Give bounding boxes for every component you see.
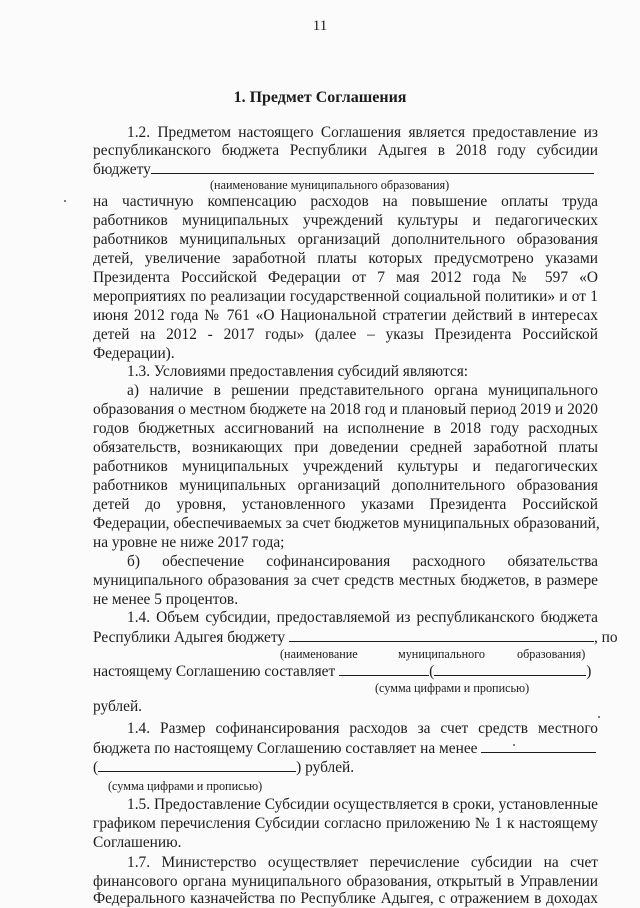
p1-2-line-6: работников муниципальных организаций дополнительного образования — [93, 231, 598, 248]
p1-3-a-line-5: работников муниципальных учреждений культуры и педагогических — [93, 458, 598, 475]
p1-2-line-3-text: бюджету — [93, 161, 151, 178]
p1-4b-line-3-end: ) рублей. — [296, 759, 355, 776]
p1-4a-paren-close: ) — [586, 663, 592, 680]
p1-2-line-5: работников муниципальных учреждений культуры и педагогических — [93, 212, 598, 229]
p1-4b-caption: (сумма цифрами и прописью) — [108, 779, 263, 793]
section-heading: 1. Предмет Соглашения — [233, 89, 407, 106]
p1-2-line-8: Президента Российской Федерации от 7 мая 2012 года № 597 «О — [93, 269, 598, 286]
p1-4a-caption-1b: муниципального — [398, 647, 485, 661]
p1-3-line-1: 1.3. Условиями предоставления субсидий являются: — [127, 363, 469, 380]
p1-4b-line-3 — [93, 757, 354, 777]
p1-2-line-12: Федерации). — [93, 345, 175, 362]
p1-4a-paren-open: ( — [429, 663, 435, 680]
p1-2-caption: (наименование муниципального образования) — [210, 178, 450, 192]
p1-7-line-1: 1.7. Министерство осуществляет перечисление субсидии на счет — [127, 854, 598, 871]
p1-4a-line-4: рублей. — [93, 698, 143, 715]
p1-4a-line-2-text: Республики Адыгея бюджету — [93, 629, 286, 646]
p1-3-a-line-3: годов бюджетных ассигнований на исполнение в 2018 году расходных — [93, 420, 598, 437]
p1-2-line-1: 1.2. Предметом настоящего Соглашения является предоставление из — [127, 124, 598, 141]
cofinancing-words-blank — [98, 757, 296, 772]
p1-4b-line-1: 1.4. Размер софинансирования расходов за счет средств местного — [127, 720, 598, 737]
p1-5-line-3: Соглашению. — [93, 834, 182, 851]
p1-4b-paren-open: ( — [93, 759, 99, 776]
p1-3-a-line-8: Федерации, обеспечиваемых за счет бюджетов муниципальных образований, — [93, 515, 600, 532]
p1-4b-line-2 — [93, 738, 596, 758]
p1-3-b-line-1: б) обеспечение софинансирования расходного обязательства — [127, 553, 598, 570]
page-number: 11 — [312, 18, 328, 34]
p1-7-line-2: финансового органа муниципального образования, открытый в Управлении — [93, 873, 598, 890]
p1-3-a-line-2: образования о местном бюджете на 2018 год и плановый период 2019 и 2020 — [93, 401, 598, 418]
p1-3-a-line-9: на уровне не ниже 2017 года; — [93, 534, 285, 551]
scan-speck — [598, 716, 600, 718]
cofinancing-blank — [481, 738, 596, 753]
municipality-name-blank-2 — [289, 627, 594, 642]
p1-4a-line-3 — [93, 661, 591, 681]
p1-4a-line-3-text: настоящему Соглашению составляет — [93, 663, 336, 680]
p1-4a-caption-2: (сумма цифрами и прописью) — [375, 681, 530, 695]
p1-4a-line-2 — [93, 627, 618, 647]
p1-7-line-3: Федерального казначейства по Республике Адыгея, с отражением в доходах — [93, 890, 598, 907]
p1-2-line-11: детей на 2012 - 2017 годы» (далее – указы Президента Российской — [93, 326, 598, 343]
scan-speck — [513, 744, 515, 746]
p1-2-line-4: на частичную компенсацию расходов на повышение оплаты труда — [93, 193, 598, 210]
p1-3-a-line-6: работников муниципальных организаций дополнительного образования — [93, 477, 598, 494]
municipality-name-blank — [151, 159, 594, 174]
p1-4b-line-2-text: бюджета по настоящему Соглашению составляет на менее — [93, 740, 478, 757]
p1-3-b-line-3: не менее 5 процентов. — [93, 591, 239, 608]
p1-2-line-9: мероприятиях по реализации государственной социальной политики» и от 1 — [93, 288, 598, 305]
scan-speck — [64, 200, 66, 202]
p1-2-line-7: детей, увеличение заработной платы которых предусмотрено указами — [93, 250, 598, 267]
amount-digits-blank — [339, 661, 429, 676]
p1-5-line-1: 1.5. Предоставление Субсидии осуществляется в сроки, установленные — [127, 796, 598, 813]
p1-2-line-3 — [93, 159, 594, 179]
p1-3-a-line-1: а) наличие в решении представительного органа муниципального — [127, 382, 598, 399]
p1-3-a-line-4: обязательств, возникающих при доведении средней заработной платы — [93, 439, 598, 456]
p1-3-b-line-2: муниципального образования за счет средств местных бюджетов, в размере — [93, 572, 598, 589]
p1-5-line-2: графиком перечисления Субсидии согласно приложению № 1 к настоящему — [93, 815, 598, 832]
p1-2-line-10: июня 2012 года № 761 «О Национальной стратегии действий в интересах — [93, 307, 598, 324]
p1-4a-line-2-end: , по — [593, 629, 618, 646]
p1-4a-line-1: 1.4. Объем субсидии, предоставляемой из республиканского бюджета — [127, 609, 598, 626]
p1-4a-caption-1a: (наименование — [280, 647, 358, 661]
amount-words-blank — [434, 661, 586, 676]
p1-3-a-line-7: детей до уровня, установленного указами Президента Российской — [93, 496, 598, 513]
p1-4a-caption-1c: образования) — [517, 647, 586, 661]
p1-2-line-2: республиканского бюджета Республики Адыгея в 2018 году субсидии — [93, 142, 598, 159]
